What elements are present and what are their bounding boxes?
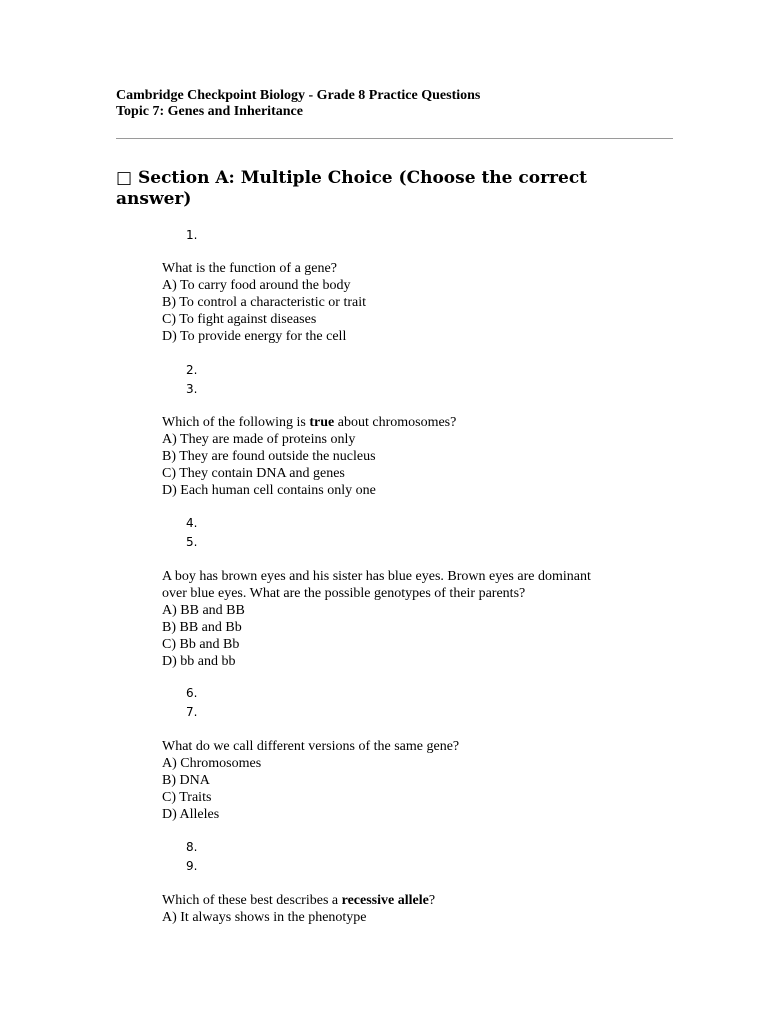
answer-option: C) Traits [162,790,212,805]
document-topic: Topic 7: Genes and Inheritance [116,104,303,119]
answer-option: C) To fight against diseases [162,312,317,327]
list-number: 6. [186,686,198,700]
question-stem-text: ? [428,893,436,908]
list-number: 7. [186,705,198,719]
document-header [116,88,480,120]
answer-option: A) Chromosomes [162,756,262,771]
document-title: Cambridge Checkpoint Biology - Grade 8 Practice Questions [116,88,481,103]
answer-option: A) They are made of proteins only [162,432,356,447]
answer-option: B) To control a characteristic or trait [162,295,367,310]
list-number: 4. [186,516,198,530]
list-number: 2. [186,363,198,377]
answer-option: A) To carry food around the body [162,278,351,293]
question-stem-text: Which of the following is [162,415,310,430]
list-number: 8. [186,840,198,854]
question-stem-emphasis: true [309,415,335,430]
question-5 [162,892,662,926]
answer-option: D) To provide energy for the cell [162,329,347,344]
checkbox-icon: □ [116,168,133,188]
answer-option: B) BB and Bb [162,620,242,635]
answer-option: B) DNA [162,773,210,788]
answer-option: D) bb and bb [162,654,236,669]
section-a-title: Section A: Multiple Choice (Choose the correct answer) [116,168,588,209]
list-number: 9. [186,859,198,873]
question-stem: What do we call different versions of the same gene? [162,739,460,754]
answer-option: C) They contain DNA and genes [162,466,345,481]
answer-option: C) Bb and Bb [162,637,240,652]
question-stem: over blue eyes. What are the possible genotypes of their parents? [162,586,526,601]
answer-option: A) It always shows in the phenotype [162,910,367,925]
question-stem-emphasis: recessive allele [341,893,429,908]
question-stem [162,892,662,909]
list-number: 5. [186,535,198,549]
answer-option: B) They are found outside the nucleus [162,449,376,464]
question-1 [162,260,662,345]
question-stem-text: about chromosomes? [334,415,457,430]
question-stem: What is the function of a gene? [162,261,337,276]
answer-option: D) Each human cell contains only one [162,483,376,498]
answer-option: A) BB and BB [162,603,245,618]
question-4 [162,738,662,823]
question-stem [162,414,662,431]
header-divider [116,138,673,139]
list-number: 3. [186,382,198,396]
question-stem: A boy has brown eyes and his sister has blue eyes. Brown eyes are dominant [162,569,591,584]
question-stem-text: Which of these best describes a [162,893,342,908]
list-number: 1. [186,228,198,242]
question-2 [162,414,662,499]
question-3 [162,568,662,670]
answer-option: D) Alleles [162,807,220,822]
section-a-heading [116,168,636,210]
